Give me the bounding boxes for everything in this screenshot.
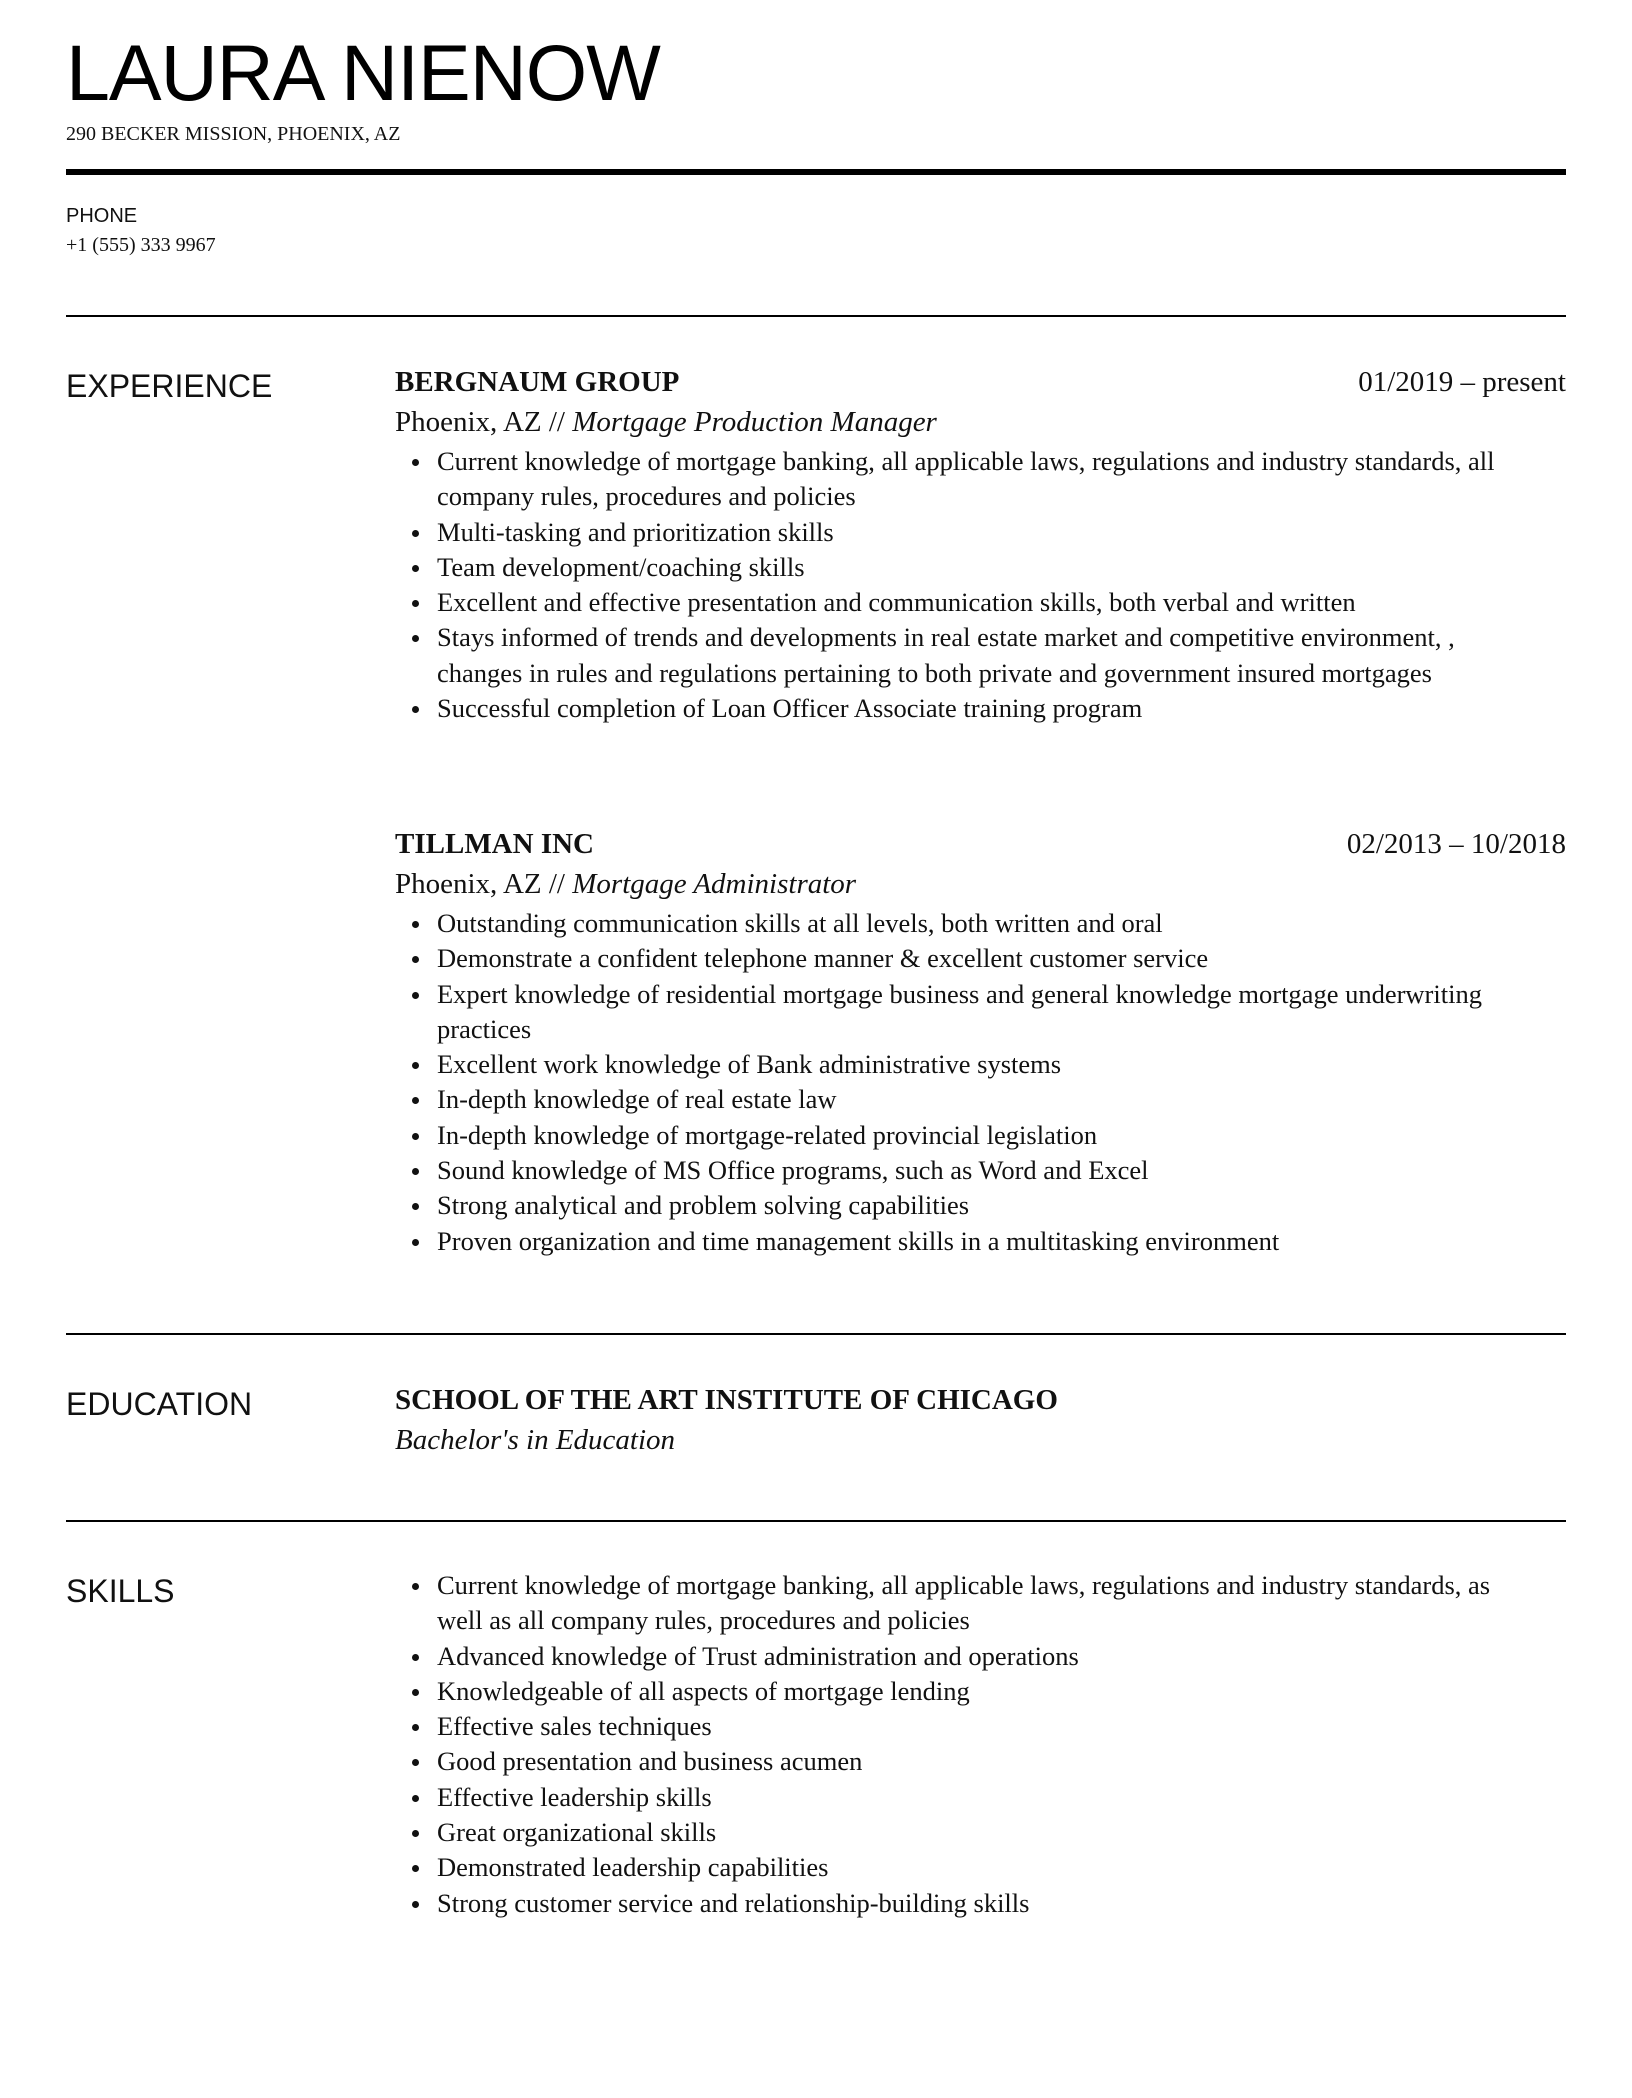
bullet-icon	[412, 1724, 419, 1731]
bullet-icon	[412, 565, 419, 572]
section-divider	[66, 315, 1566, 317]
job-location: Phoenix, AZ	[395, 868, 542, 900]
bullet-icon	[412, 992, 419, 999]
phone-value: +1 (555) 333 9967	[66, 234, 216, 256]
job-role: Mortgage Production Manager	[572, 406, 937, 438]
header-divider	[66, 169, 1566, 175]
list-item: Demonstrate a confident telephone manner & excellent customer service	[395, 941, 1497, 976]
bullet-icon	[412, 1062, 419, 1069]
job-separator: //	[541, 406, 573, 438]
list-item: Excellent and effective presentation and communication skills, both verbal and written	[395, 585, 1497, 620]
list-item: Strong analytical and problem solving capabilities	[395, 1188, 1497, 1223]
bullet-icon	[412, 1203, 419, 1210]
bullet-icon	[412, 1097, 419, 1104]
list-item: Current knowledge of mortgage banking, all applicable laws, regulations and industry standards, as well as all company rules, procedures and policies	[395, 1568, 1497, 1639]
bullet-icon	[412, 1759, 419, 1766]
bullet-icon	[412, 1830, 419, 1837]
list-item: Advanced knowledge of Trust administration and operations	[395, 1639, 1497, 1674]
list-item: Great organizational skills	[395, 1815, 1497, 1850]
bullet-icon	[412, 1239, 419, 1246]
list-item: Strong customer service and relationship-building skills	[395, 1886, 1497, 1921]
job-responsibilities	[395, 906, 1566, 1259]
list-item: Effective sales techniques	[395, 1709, 1497, 1744]
degree: Bachelor's in Education	[395, 1424, 676, 1456]
job-dates: 01/2019 – present	[1358, 366, 1566, 398]
school-name: SCHOOL OF THE ART INSTITUTE OF CHICAGO	[395, 1384, 1058, 1416]
skills-entry	[395, 1568, 1566, 1921]
bullet-icon	[412, 1865, 419, 1872]
list-item: Knowledgeable of all aspects of mortgage lending	[395, 1674, 1497, 1709]
bullet-icon	[412, 1133, 419, 1140]
experience-section-title: EXPERIENCE	[66, 368, 273, 404]
list-item: In-depth knowledge of real estate law	[395, 1082, 1497, 1117]
job-role: Mortgage Administrator	[572, 868, 857, 900]
skills-section-title: SKILLS	[66, 1573, 175, 1609]
job-company: BERGNAUM GROUP	[395, 366, 680, 398]
job-location-role	[395, 864, 1566, 904]
job-location-role	[395, 402, 1566, 442]
skills-list	[395, 1568, 1566, 1921]
list-item: Team development/coaching skills	[395, 550, 1497, 585]
job-responsibilities	[395, 444, 1566, 726]
section-divider	[66, 1333, 1566, 1335]
list-item: In-depth knowledge of mortgage-related provincial legislation	[395, 1118, 1497, 1153]
list-item: Effective leadership skills	[395, 1780, 1497, 1815]
bullet-icon	[412, 1583, 419, 1590]
bullet-icon	[412, 530, 419, 537]
bullet-icon	[412, 1795, 419, 1802]
bullet-icon	[412, 1654, 419, 1661]
education-entry	[395, 1380, 1566, 1460]
job-entry	[395, 362, 1566, 726]
bullet-icon	[412, 706, 419, 713]
list-item: Current knowledge of mortgage banking, all applicable laws, regulations and industry standards, all company rules, procedures and policies	[395, 444, 1497, 515]
list-item: Proven organization and time management skills in a multitasking environment	[395, 1224, 1497, 1259]
bullet-icon	[412, 1168, 419, 1175]
bullet-icon	[412, 635, 419, 642]
list-item: Expert knowledge of residential mortgage business and general knowledge mortgage underwriting practices	[395, 977, 1497, 1048]
job-location: Phoenix, AZ	[395, 406, 542, 438]
candidate-address: 290 BECKER MISSION, PHOENIX, AZ	[66, 123, 401, 145]
education-section-title: EDUCATION	[66, 1386, 253, 1422]
bullet-icon	[412, 956, 419, 963]
list-item: Successful completion of Loan Officer Associate training program	[395, 691, 1497, 726]
phone-label: PHONE	[66, 205, 138, 227]
bullet-icon	[412, 921, 419, 928]
list-item: Outstanding communication skills at all levels, both written and oral	[395, 906, 1497, 941]
bullet-icon	[412, 1901, 419, 1908]
list-item: Excellent work knowledge of Bank administrative systems	[395, 1047, 1497, 1082]
candidate-name: LAURA NIENOW	[66, 28, 660, 117]
list-item: Stays informed of trends and developments in real estate market and competitive environment, , changes in rules and regulations pertaining to both private and government insured mortgages	[395, 620, 1497, 691]
job-dates: 02/2013 – 10/2018	[1346, 828, 1566, 860]
job-separator: //	[541, 868, 573, 900]
section-divider	[66, 1520, 1566, 1522]
list-item: Demonstrated leadership capabilities	[395, 1850, 1497, 1885]
list-item: Sound knowledge of MS Office programs, such as Word and Excel	[395, 1153, 1497, 1188]
bullet-icon	[412, 459, 419, 466]
job-company: TILLMAN INC	[395, 828, 594, 860]
bullet-icon	[412, 600, 419, 607]
list-item: Good presentation and business acumen	[395, 1744, 1497, 1779]
bullet-icon	[412, 1689, 419, 1696]
job-entry	[395, 824, 1566, 1259]
list-item: Multi-tasking and prioritization skills	[395, 515, 1497, 550]
